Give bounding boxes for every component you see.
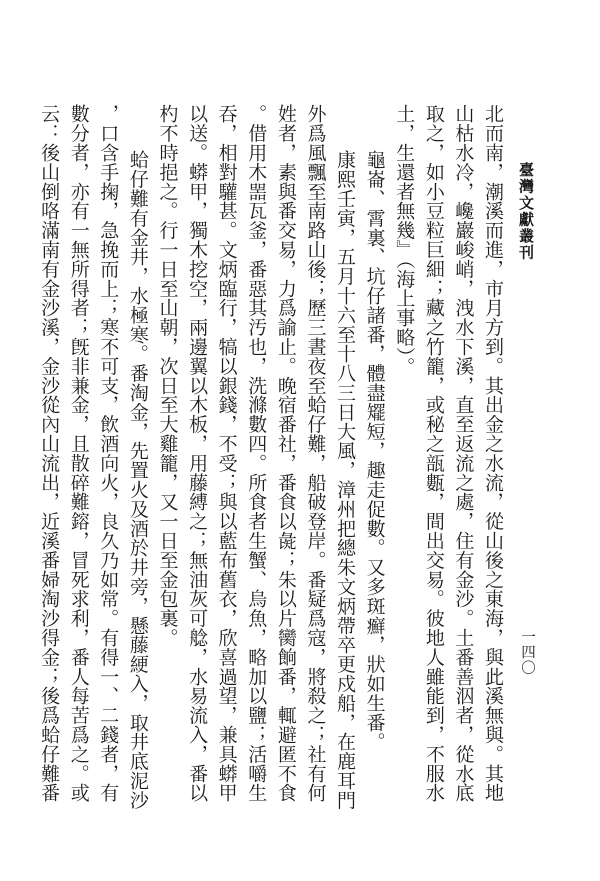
text-column: ，口含手掬，急挽而上；寒不可支，飲酒向火，良久乃如常。有得一、二錢者，有 bbox=[97, 104, 119, 803]
series-title: 臺灣文獻叢刊 bbox=[517, 162, 533, 261]
text-column: 龜崙、霄裏、坑仔諸番，體盡矲短，趣走促數。又多斑癬，狀如生番。 bbox=[363, 150, 385, 752]
text-column: 數分者，亦有一無所得者；旣非兼金，且散碎難鎔，冒死求利，番人每苦爲之。或 bbox=[67, 104, 89, 803]
text-column: 云：後山倒咯滿南有金沙溪，金沙從內山流出，近溪番婦淘沙得金；後爲蛤仔難番 bbox=[38, 104, 60, 803]
text-column: 。借用木噐瓦釜，番惡其汚也，洗滌數四。所食者生蟹、烏魚，略加以鹽；活嚼生 bbox=[245, 104, 267, 803]
text-column: 杓不時挹之。行一日至山朝，次日至大雞籠，又一日至金包裏。 bbox=[156, 104, 178, 648]
page-number: 一四〇 bbox=[519, 629, 535, 676]
text-column: 蛤仔難有金井，水極寒。番淘金，先置火及酒於井旁，懸藤綆入，取井底泥沙 bbox=[126, 150, 148, 810]
text-column: 取之，如小豆粒巨細；藏之竹籠，或秘之瓿甊，間出交易。彼地人雖能到，不服水 bbox=[422, 104, 444, 803]
text-column: 吞，相對驩甚。文炳臨行，犒以銀錢，不受；與以藍布舊衣，欣喜過望，兼具蟒甲 bbox=[215, 104, 237, 803]
text-column: 北而南，潮溪而進，市月方到。其出金之水流，從山後之東海，與此溪無與。其地 bbox=[482, 104, 503, 803]
text-block bbox=[34, 104, 508, 819]
text-column: 山枯水冷，巉巖峻峭，洩水下溪，直至返流之處，住有金沙。土番善泅者，從水底 bbox=[452, 104, 474, 803]
text-column: 以送。蟒甲，獨木挖空，兩邊翼以木板，用藤縛之；無油灰可艌，水易流入，番以 bbox=[186, 104, 208, 803]
text-column: 外爲風飄至南路山後；歷三晝夜至蛤仔難，船破登岸。番疑爲寇，將殺之；社有何 bbox=[304, 104, 326, 803]
text-column: 康熙壬寅，五月十六至十八三日大風，漳州把總朱文炳帶卒更戍船，在鹿耳門 bbox=[334, 150, 356, 810]
text-column: 姓者，素與番交易，力爲諭止。晚宿番社，番食以彘；朱以片臠餉番，輒避匿不食 bbox=[274, 104, 296, 803]
text-column: 土，生還者無幾』（海上事略）。 bbox=[393, 104, 415, 376]
